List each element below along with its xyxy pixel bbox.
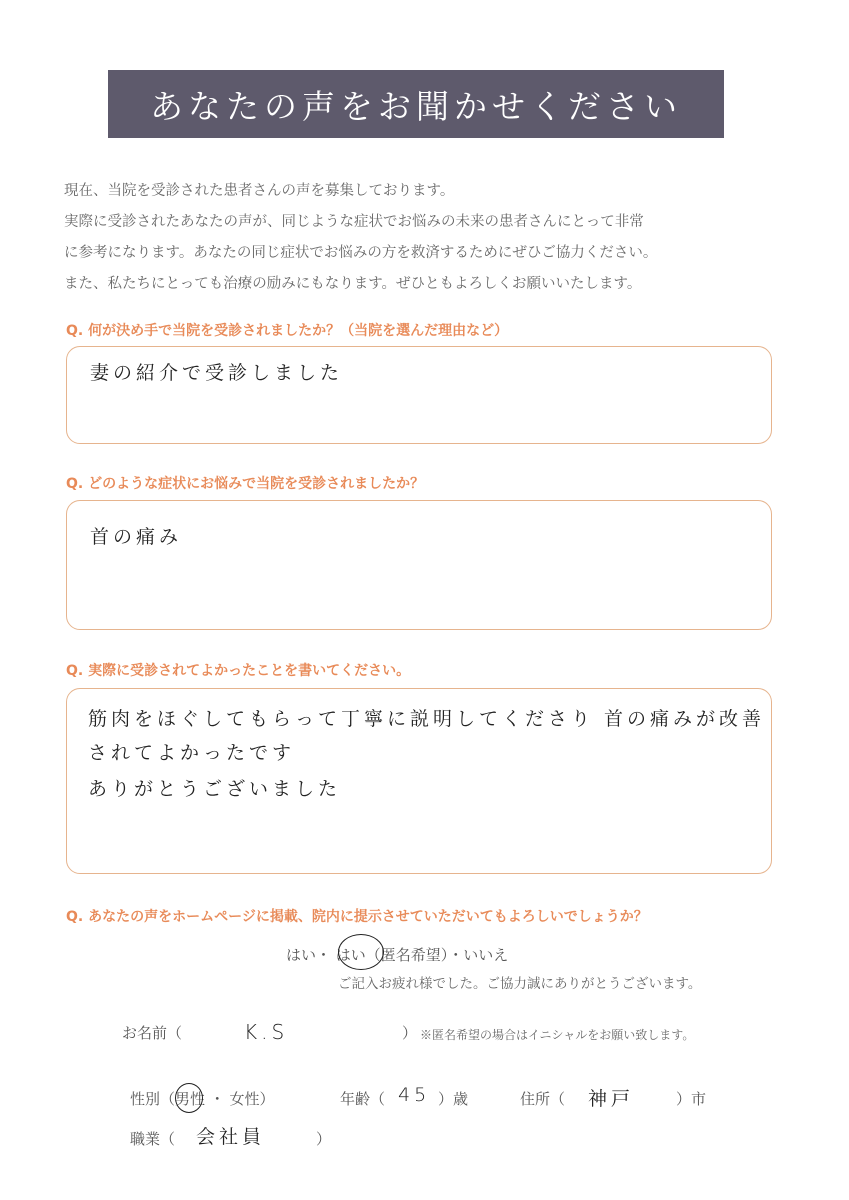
question-3-label: Q. 実際に受診されてよかったことを書いてください。 [66, 663, 411, 679]
age-close: ）歳 [438, 1090, 469, 1108]
intro-line: また、私たちにとっても治療の励みにもなります。ぜひともよろしくお願いいたします。 [64, 276, 642, 292]
answer-3-line: ありがとうございました [88, 778, 342, 800]
gender-label[interactable]: 性別（男性 ・ 女性） [130, 1090, 275, 1108]
question-1-label: Q. 何が決め手で当院を受診されましたか？（当院を選んだ理由など） [66, 323, 509, 339]
job-label: 職業（ [130, 1130, 176, 1148]
intro-text [64, 176, 804, 300]
intro-line: 現在、当院を受診された患者さんの声を募集しております。 [64, 183, 455, 199]
gender-selected-circle [175, 1083, 203, 1113]
page-title: あなたの声をお聞かせください [150, 86, 682, 126]
answer-3-line: 筋肉をほぐしてもらって丁寧に説明してくださり 首の痛みが改善 [88, 708, 766, 730]
intro-line: に参考になります。あなたの同じ症状でお悩みの方を救済するためにぜひご協力ください。 [64, 245, 658, 261]
selected-circle [338, 934, 384, 970]
age-label: 年齢（ [340, 1090, 386, 1108]
question-2-label: Q. どのような症状にお悩みで当院を受診されましたか？ [66, 476, 425, 492]
name-label: お名前（ [122, 1024, 183, 1042]
job-close: ） [316, 1130, 332, 1148]
answer-box-2[interactable] [66, 500, 772, 630]
thanks-text: ご記入お疲れ様でした。ご協力誠にありがとうございます。 [338, 976, 702, 992]
name-close: ） [402, 1024, 418, 1042]
answer-1-text: 妻の紹介で受診しました [90, 362, 344, 384]
consent-question: Q. あなたの声をホームページに掲載、院内に提示させていただいてもよろしいでしょうか？ [66, 909, 648, 925]
answer-3-line: されてよかったです [88, 742, 296, 764]
answer-2-text: 首の痛み [90, 526, 183, 548]
address-label: 住所（ [520, 1090, 566, 1108]
job-value[interactable]: 会社員 [196, 1126, 266, 1148]
consent-options[interactable]: はい・ はい（匿名希望）・いいえ [286, 946, 509, 964]
address-value[interactable]: 神戸 [588, 1088, 635, 1110]
name-value[interactable]: K.S [244, 1020, 289, 1044]
age-value[interactable]: 45 [398, 1084, 431, 1106]
name-note: ※匿名希望の場合はイニシャルをお願い致します。 [420, 1028, 695, 1042]
title-banner [108, 70, 724, 138]
intro-line: 実際に受診されたあなたの声が、同じような症状でお悩みの未来の患者さんにとって非常 [64, 214, 644, 230]
address-close: ）市 [676, 1090, 707, 1108]
